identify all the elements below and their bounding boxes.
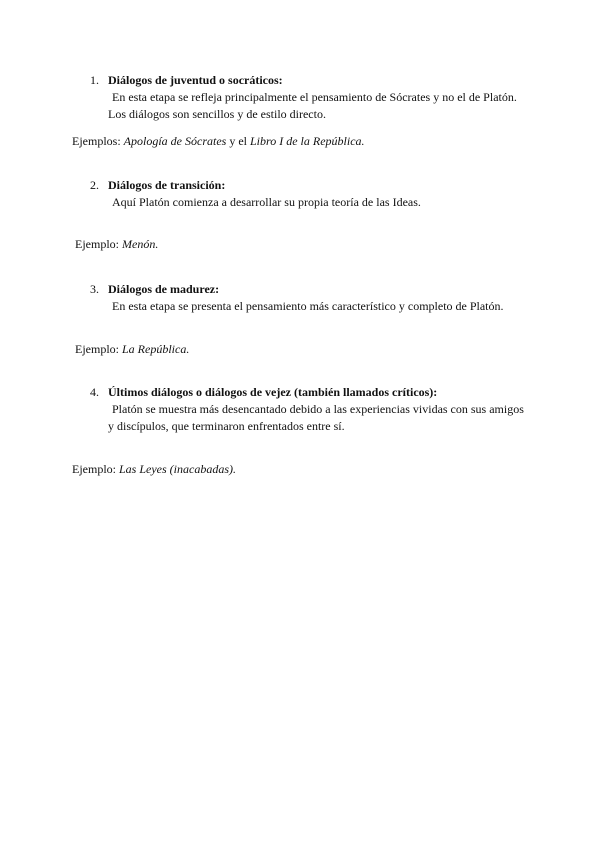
example-work-title: Apología de Sócrates [123, 134, 227, 148]
list-item-title: Diálogos de transición: [108, 178, 226, 192]
example-label: Ejemplo: [72, 462, 119, 476]
list-item-4 [90, 384, 550, 435]
example-period: . [233, 462, 236, 476]
example-line-2 [75, 236, 158, 253]
example-work-title: Menón [122, 237, 156, 251]
example-line-3 [75, 341, 189, 358]
list-item-title: Diálogos de juventud o socráticos: [108, 73, 283, 87]
example-label: Ejemplos: [72, 134, 124, 148]
example-connector: y el [226, 134, 250, 148]
example-period: . [155, 237, 159, 251]
example-line-4 [72, 461, 236, 478]
list-number: 2. [90, 178, 99, 192]
list-number: 1. [90, 73, 99, 87]
example-work-title: La República [122, 342, 187, 356]
list-item-heading [90, 177, 550, 194]
example-label: Ejemplo: [75, 237, 122, 251]
list-item-description [108, 298, 550, 315]
list-item-1 [90, 72, 550, 123]
example-work-title: Las Leyes (inacabadas) [119, 462, 233, 476]
list-item-heading [90, 72, 550, 89]
description-line: y discípulos, que terminaron enfrentados entre sí. [108, 419, 345, 433]
description-line: Platón se muestra más desencantado debido a las experiencias vividas con sus amigos [112, 402, 524, 416]
description-line: En esta etapa se presenta el pensamiento más característico y completo de Platón. [112, 299, 504, 313]
example-line-1 [72, 133, 365, 150]
list-number: 3. [90, 282, 99, 296]
list-item-3 [90, 281, 550, 315]
example-label: Ejemplo: [75, 342, 122, 356]
description-line: Aquí Platón comienza a desarrollar su propia teoría de las Ideas. [112, 195, 421, 209]
list-item-heading [90, 281, 550, 298]
example-period: . [186, 342, 190, 356]
list-item-description [108, 401, 550, 435]
list-item-description [108, 89, 550, 123]
list-item-heading [90, 384, 550, 401]
description-line: En esta etapa se refleja principalmente el pensamiento de Sócrates y no el de Platón. [112, 90, 517, 104]
list-item-title: Diálogos de madurez: [108, 282, 220, 296]
list-item-description [108, 194, 550, 211]
example-period: . [361, 134, 365, 148]
list-item-title: Últimos diálogos o diálogos de vejez (también llamados críticos): [108, 385, 438, 399]
list-number: 4. [90, 385, 99, 399]
example-work-title: Libro I de la República [250, 134, 362, 148]
description-line: Los diálogos son sencillos y de estilo directo. [108, 107, 326, 121]
list-item-2 [90, 177, 550, 211]
